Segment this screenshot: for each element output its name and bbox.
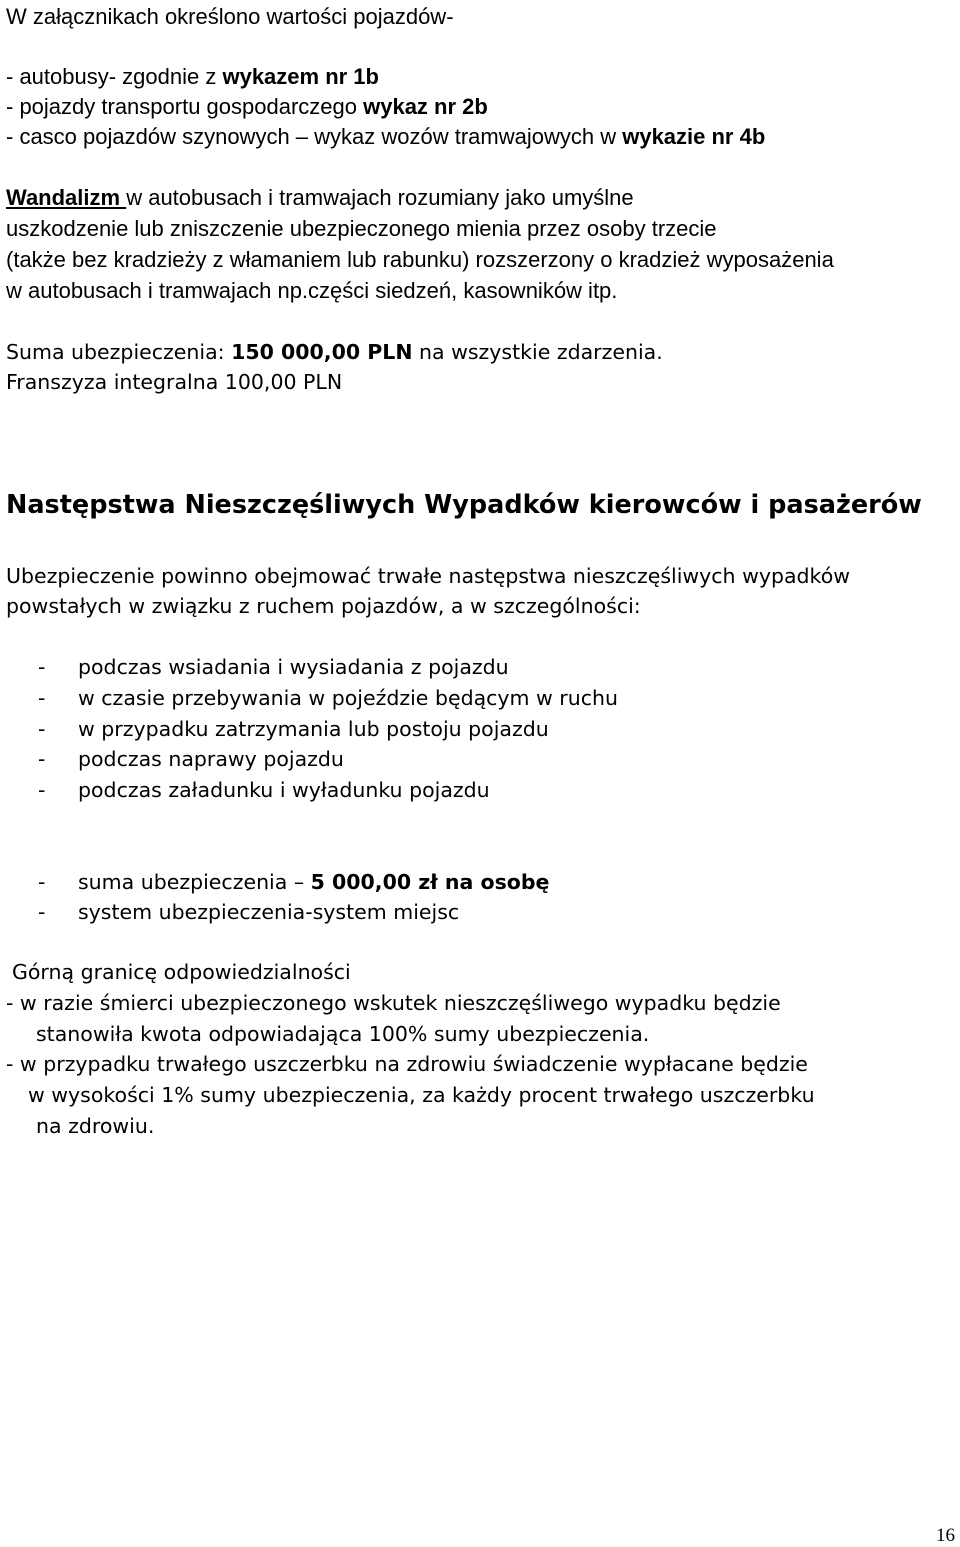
list-item-text: podczas naprawy pojazdu [78,747,344,771]
vandalism-line: w autobusach i tramwajach np.części siedzeń, kasowników itp. [6,278,618,303]
vehicle-list-ref: wykazem nr 1b [222,64,379,89]
liability-title: Górną granicę odpowiedzialności [12,960,351,984]
liability-injury: - w przypadku trwałego uszczerbku na zdrowiu świadczenie wypłacane będzie [6,1052,808,1076]
vehicle-list-text: - casco pojazdów szynowych – wykaz wozów tramwajowych w [6,124,623,149]
liability-injury: na zdrowiu. [36,1114,155,1138]
nnw-sum-label: suma ubezpieczenia – [78,870,311,894]
sum-insured [6,338,663,366]
vehicle-list-ref: wykaz nr 2b [363,94,488,119]
liability-death: - w razie śmierci ubezpieczonego wskutek nieszczęśliwego wypadku będzie [6,991,781,1015]
nnw-sum-amount: 5 000,00 zł na osobę [310,870,550,894]
vehicle-list-text: - autobusy- zgodnie z [6,64,223,89]
list-item: - podczas załadunku i wyładunku pojazdu [38,778,490,802]
list-item: - w przypadku zatrzymania lub postoju pojazdu [38,717,549,741]
sum-insured-amount: 150 000,00 PLN [231,340,413,364]
deductible: Franszyza integralna 100,00 PLN [6,370,343,394]
list-item-text: podczas załadunku i wyładunku pojazdu [78,778,490,802]
liability-injury: w wysokości 1% sumy ubezpieczenia, za każdy procent trwałego uszczerbku [28,1083,815,1107]
nnw-intro: powstałych w związku z ruchem pojazdów, a w szczególności: [6,594,641,618]
intro-text: W załącznikach określono wartości pojazdów- [6,4,454,29]
sum-insured-scope: na wszystkie zdarzenia. [412,340,663,364]
list-item-text: w przypadku zatrzymania lub postoju pojazdu [78,717,549,741]
vehicle-list-text: - pojazdy transportu gospodarczego [6,94,364,119]
vandalism-term: Wandalizm [6,185,127,210]
vandalism-text: w autobusach i tramwajach rozumiany jako umyślne [126,185,634,210]
list-item: - w czasie przebywania w pojeździe będącym w ruchu [38,686,618,710]
page-number: 16 [936,1525,955,1546]
vehicle-list-item [6,93,488,121]
vandalism-line [6,184,634,212]
list-item-text: podczas wsiadania i wysiadania z pojazdu [78,655,509,679]
liability-death: stanowiła kwota odpowiadająca 100% sumy ubezpieczenia. [36,1022,650,1046]
vehicle-list-ref: wykazie nr 4b [622,124,766,149]
nnw-intro: Ubezpieczenie powinno obejmować trwałe następstwa nieszczęśliwych wypadków [6,564,851,588]
list-item: - podczas naprawy pojazdu [38,747,344,771]
nnw-system: - system ubezpieczenia-system miejsc [38,900,460,924]
nnw-sum: - suma ubezpieczenia – 5 000,00 zł na osobę [38,870,550,894]
list-item-text: w czasie przebywania w pojeździe będącym w ruchu [78,686,618,710]
sum-insured-label: Suma ubezpieczenia: [6,340,232,364]
list-item: - podczas wsiadania i wysiadania z pojazdu [38,655,509,679]
section-heading: Następstwa Nieszczęśliwych Wypadków kierowców i pasażerów [6,490,922,520]
vandalism-line: uszkodzenie lub zniszczenie ubezpieczonego mienia przez osoby trzecie [6,216,717,241]
vehicle-list-item [6,63,379,91]
vehicle-list-item [6,123,765,151]
nnw-system-text: system ubezpieczenia-system miejsc [78,900,460,924]
vandalism-line: (także bez kradzieży z włamaniem lub rabunku) rozszerzony o kradzież wyposażenia [6,247,834,272]
